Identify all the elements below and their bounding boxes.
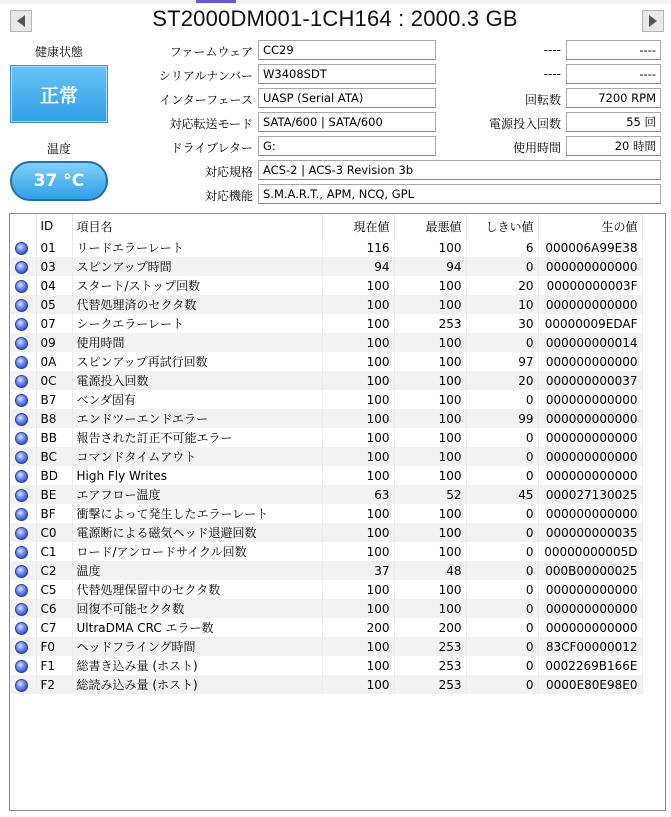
firmware-label: ファームウェア [169,45,253,59]
threshold-cell: 99 [466,409,538,428]
drive-letter-field: G: [258,136,436,156]
worst-cell: 100 [394,390,466,409]
attribute-cell: エンドツーエンドエラー [72,409,322,428]
worst-cell: 100 [394,523,466,542]
worst-cell: 94 [394,257,466,276]
status-good-icon [15,527,28,540]
current-cell: 100 [322,314,394,333]
id-cell: BF [36,504,72,523]
temperature-label: 温度 [46,142,71,156]
status-cell [10,542,36,561]
status-good-icon [15,584,28,597]
status-cell [10,409,36,428]
status-cell [10,675,36,694]
status-good-icon [15,660,28,673]
serial-field: W3408SDT [258,64,436,84]
raw-value-cell: 000000000000 [538,580,642,599]
current-cell: 100 [322,352,394,371]
raw-value-cell: 83CF00000012 [538,637,642,656]
triangle-right-icon [649,15,657,27]
status-good-icon [15,470,28,483]
tab-accent [196,0,236,3]
worst-cell: 100 [394,428,466,447]
status-good-icon [15,280,28,293]
raw-value-cell: 000006A99E38 [538,238,642,257]
status-good-icon [15,603,28,616]
status-good-icon [15,679,28,692]
status-good-icon [15,375,28,388]
id-cell: BD [36,466,72,485]
id-cell: BE [36,485,72,504]
table-row[interactable] [10,371,642,390]
next-disk-button[interactable] [642,10,664,32]
status-good-icon [15,489,28,502]
current-cell: 100 [322,333,394,352]
status-cell [10,523,36,542]
table-row[interactable] [10,466,642,485]
worst-cell: 253 [394,637,466,656]
table-row[interactable] [10,599,642,618]
status-cell [10,352,36,371]
current-cell: 100 [322,428,394,447]
table-row[interactable] [10,428,642,447]
attribute-cell: 代替処理保留中のセクタ数 [72,580,322,599]
threshold-cell: 30 [466,314,538,333]
status-cell [10,656,36,675]
attribute-cell: ベンダ固有 [72,390,322,409]
worst-cell: 48 [394,561,466,580]
status-cell [10,599,36,618]
threshold-cell: 0 [466,675,538,694]
worst-cell: 100 [394,352,466,371]
id-cell: 07 [36,314,72,333]
threshold-cell: 20 [466,371,538,390]
threshold-cell: 0 [466,466,538,485]
status-good-icon [15,356,28,369]
attribute-cell: 使用時間 [72,333,322,352]
status-cell [10,637,36,656]
status-cell [10,485,36,504]
id-cell: B8 [36,409,72,428]
status-good-icon [15,641,28,654]
unused-label-2: ---- [543,67,561,81]
status-good-icon [15,299,28,312]
interface-label: インターフェース [159,93,253,107]
attribute-cell: 衝撃によって発生したエラーレート [72,504,322,523]
table-row[interactable] [10,561,642,580]
attribute-cell: コマンドタイムアウト [72,447,322,466]
status-cell [10,390,36,409]
temperature-button[interactable]: 37 °C [10,161,108,201]
attribute-cell: スピンアップ再試行回数 [72,352,322,371]
current-cell: 100 [322,447,394,466]
threshold-cell: 0 [466,523,538,542]
raw-value-cell: 000000000000 [538,447,642,466]
worst-cell: 100 [394,466,466,485]
current-cell: 37 [322,561,394,580]
threshold-cell: 0 [466,504,538,523]
current-cell: 100 [322,542,394,561]
id-cell: 03 [36,257,72,276]
status-cell [10,466,36,485]
attribute-cell: UltraDMA CRC エラー数 [72,618,322,637]
worst-cell: 253 [394,656,466,675]
status-good-icon [15,508,28,521]
raw-value-cell: 000000000000 [538,466,642,485]
window-top-border [0,0,671,4]
current-cell: 100 [322,580,394,599]
transfer-mode-label: 対応転送モード [169,117,253,131]
status-good-icon [15,242,28,255]
status-cell [10,257,36,276]
attribute-cell: 電源断による磁気ヘッド退避回数 [72,523,322,542]
status-good-icon [15,337,28,350]
current-cell: 100 [322,371,394,390]
current-cell: 100 [322,599,394,618]
id-cell: C6 [36,599,72,618]
features-label: 対応機能 [204,189,253,203]
id-cell: C0 [36,523,72,542]
transfer-mode-field: SATA/600 | SATA/600 [258,112,436,132]
features-field: S.M.A.R.T., APM, NCQ, GPL [258,184,661,204]
status-cell [10,504,36,523]
attribute-cell: High Fly Writes [72,466,322,485]
worst-cell: 200 [394,618,466,637]
threshold-cell: 0 [466,618,538,637]
table-row[interactable] [10,504,642,523]
status-cell [10,447,36,466]
table-row[interactable] [10,656,642,675]
raw-value-cell: 000000000037 [538,371,642,390]
id-cell: BB [36,428,72,447]
id-cell: F0 [36,637,72,656]
id-cell: 05 [36,295,72,314]
table-row[interactable] [10,409,642,428]
status-good-icon [15,451,28,464]
table-row[interactable] [10,580,642,599]
status-good-icon [15,432,28,445]
status-good-icon [15,318,28,331]
current-cell: 100 [322,675,394,694]
drive-letter-label: ドライブレター [170,141,253,155]
raw-value-cell: 000000000000 [538,257,642,276]
id-cell: C2 [36,561,72,580]
attribute-cell: 総読み込み量 (ホスト) [72,675,322,694]
status-good-icon [15,622,28,635]
status-cell [10,238,36,257]
threshold-cell: 0 [466,257,538,276]
worst-cell: 100 [394,504,466,523]
header-threshold[interactable]: しきい値 [466,214,538,238]
unused-field-2: ---- [566,64,661,84]
raw-value-cell: 00000000003F [538,276,642,295]
id-cell: BC [36,447,72,466]
status-cell [10,580,36,599]
raw-value-cell: 00000009EDAF [538,314,642,333]
threshold-cell: 6 [466,238,538,257]
table-row[interactable] [10,637,642,656]
id-cell: C1 [36,542,72,561]
attribute-cell: シークエラーレート [72,314,322,333]
table-row[interactable] [10,295,642,314]
status-good-icon [15,261,28,274]
health-label: 健康状態 [34,45,83,59]
header-status[interactable] [10,214,36,238]
status-good-icon [15,565,28,578]
power-count-label: 電源投入回数 [488,117,561,131]
threshold-cell: 45 [466,485,538,504]
table-row[interactable] [10,257,642,276]
raw-value-cell: 000000000000 [538,352,642,371]
raw-value-cell: 000000000000 [538,504,642,523]
worst-cell: 100 [394,542,466,561]
threshold-cell: 0 [466,333,538,352]
header-raw[interactable]: 生の値 [538,214,642,238]
worst-cell: 100 [394,371,466,390]
status-cell [10,276,36,295]
threshold-cell: 0 [466,561,538,580]
attribute-cell: 代替処理済のセクタ数 [72,295,322,314]
attribute-cell: ロード/アンロードサイクル回数 [72,542,322,561]
id-cell: C7 [36,618,72,637]
status-cell [10,561,36,580]
rotation-label: 回転数 [524,93,561,107]
table-row[interactable] [10,523,642,542]
table-row[interactable] [10,314,642,333]
worst-cell: 253 [394,675,466,694]
id-cell: 04 [36,276,72,295]
prev-disk-button[interactable] [10,10,32,32]
power-hours-label: 使用時間 [512,141,561,155]
threshold-cell: 0 [466,428,538,447]
worst-cell: 100 [394,599,466,618]
power-hours-field: 20 時間 [566,136,661,156]
current-cell: 116 [322,238,394,257]
smart-table [10,214,643,694]
table-row[interactable] [10,238,642,257]
current-cell: 94 [322,257,394,276]
raw-value-cell: 000000000000 [538,618,642,637]
id-cell: F1 [36,656,72,675]
threshold-cell: 0 [466,542,538,561]
attribute-cell: リードエラーレート [72,238,322,257]
header-current[interactable]: 現在値 [322,214,394,238]
worst-cell: 253 [394,314,466,333]
power-count-field: 55 回 [566,112,661,132]
threshold-cell: 0 [466,656,538,675]
threshold-cell: 0 [466,580,538,599]
attribute-cell: エアフロー温度 [72,485,322,504]
id-cell: 09 [36,333,72,352]
attribute-cell: スタート/ストップ回数 [72,276,322,295]
status-cell [10,371,36,390]
unused-label-1: ---- [543,43,561,57]
id-cell: 01 [36,238,72,257]
current-cell: 100 [322,409,394,428]
threshold-cell: 0 [466,637,538,656]
raw-value-cell: 000000000000 [538,390,642,409]
status-cell [10,428,36,447]
table-row[interactable] [10,390,642,409]
worst-cell: 100 [394,333,466,352]
current-cell: 100 [322,523,394,542]
status-cell [10,618,36,637]
header-attribute[interactable]: 項目名 [72,214,322,238]
rotation-field: 7200 RPM [566,88,661,108]
attribute-cell: ヘッドフライング時間 [72,637,322,656]
id-cell: C5 [36,580,72,599]
worst-cell: 100 [394,276,466,295]
smart-table-panel[interactable] [9,213,666,811]
attribute-cell: 総書き込み量 (ホスト) [72,656,322,675]
attribute-cell: 電源投入回数 [72,371,322,390]
attribute-cell: 回復不可能セクタ数 [72,599,322,618]
worst-cell: 100 [394,238,466,257]
raw-value-cell: 000B00000025 [538,561,642,580]
status-good-icon [15,394,28,407]
table-row[interactable] [10,485,642,504]
raw-value-cell: 000000000000 [538,295,642,314]
standard-label: 対応規格 [204,165,253,179]
current-cell: 200 [322,618,394,637]
raw-value-cell: 000000000000 [538,599,642,618]
status-good-icon [15,413,28,426]
status-cell [10,314,36,333]
worst-cell: 100 [394,447,466,466]
standard-field: ACS-2 | ACS-3 Revision 3b [258,160,661,180]
triangle-left-icon [17,15,25,27]
attribute-cell: 温度 [72,561,322,580]
table-row[interactable] [10,542,642,561]
id-cell: 0A [36,352,72,371]
raw-value-cell: 000000000000 [538,409,642,428]
worst-cell: 100 [394,409,466,428]
threshold-cell: 0 [466,447,538,466]
table-row[interactable] [10,675,642,694]
current-cell: 100 [322,390,394,409]
raw-value-cell: 000027130025 [538,485,642,504]
id-cell: B7 [36,390,72,409]
header-id[interactable]: ID [36,214,72,238]
status-cell [10,333,36,352]
id-cell: 0C [36,371,72,390]
table-row[interactable] [10,276,642,295]
worst-cell: 100 [394,295,466,314]
raw-value-cell: 000000000035 [538,523,642,542]
unused-field-1: ---- [566,40,661,60]
current-cell: 100 [322,276,394,295]
worst-cell: 100 [394,580,466,599]
status-good-icon [15,546,28,559]
current-cell: 100 [322,504,394,523]
threshold-cell: 20 [466,276,538,295]
interface-field: UASP (Serial ATA) [258,88,436,108]
disk-title: ST2000DM001-1CH164 : 2000.3 GB [152,6,518,31]
table-row[interactable] [10,352,642,371]
attribute-cell: スピンアップ時間 [72,257,322,276]
threshold-cell: 0 [466,599,538,618]
current-cell: 100 [322,466,394,485]
table-header-row [10,214,642,238]
firmware-field: CC29 [258,40,436,60]
raw-value-cell: 0002269B166E [538,656,642,675]
current-cell: 100 [322,656,394,675]
table-row[interactable] [10,447,642,466]
header-worst[interactable]: 最悪値 [394,214,466,238]
id-cell: F2 [36,675,72,694]
table-row[interactable] [10,333,642,352]
status-cell [10,295,36,314]
table-row[interactable] [10,618,642,637]
raw-value-cell: 000000000014 [538,333,642,352]
current-cell: 100 [322,637,394,656]
raw-value-cell: 000000000000 [538,428,642,447]
serial-label: シリアルナンバー [158,69,253,83]
threshold-cell: 0 [466,390,538,409]
health-status-button[interactable]: 正常 [10,65,108,123]
raw-value-cell: 00000000005D [538,542,642,561]
threshold-cell: 10 [466,295,538,314]
raw-value-cell: 0000E80E98E0 [538,675,642,694]
threshold-cell: 97 [466,352,538,371]
worst-cell: 52 [394,485,466,504]
attribute-cell: 報告された訂正不可能エラー [72,428,322,447]
current-cell: 63 [322,485,394,504]
current-cell: 100 [322,295,394,314]
